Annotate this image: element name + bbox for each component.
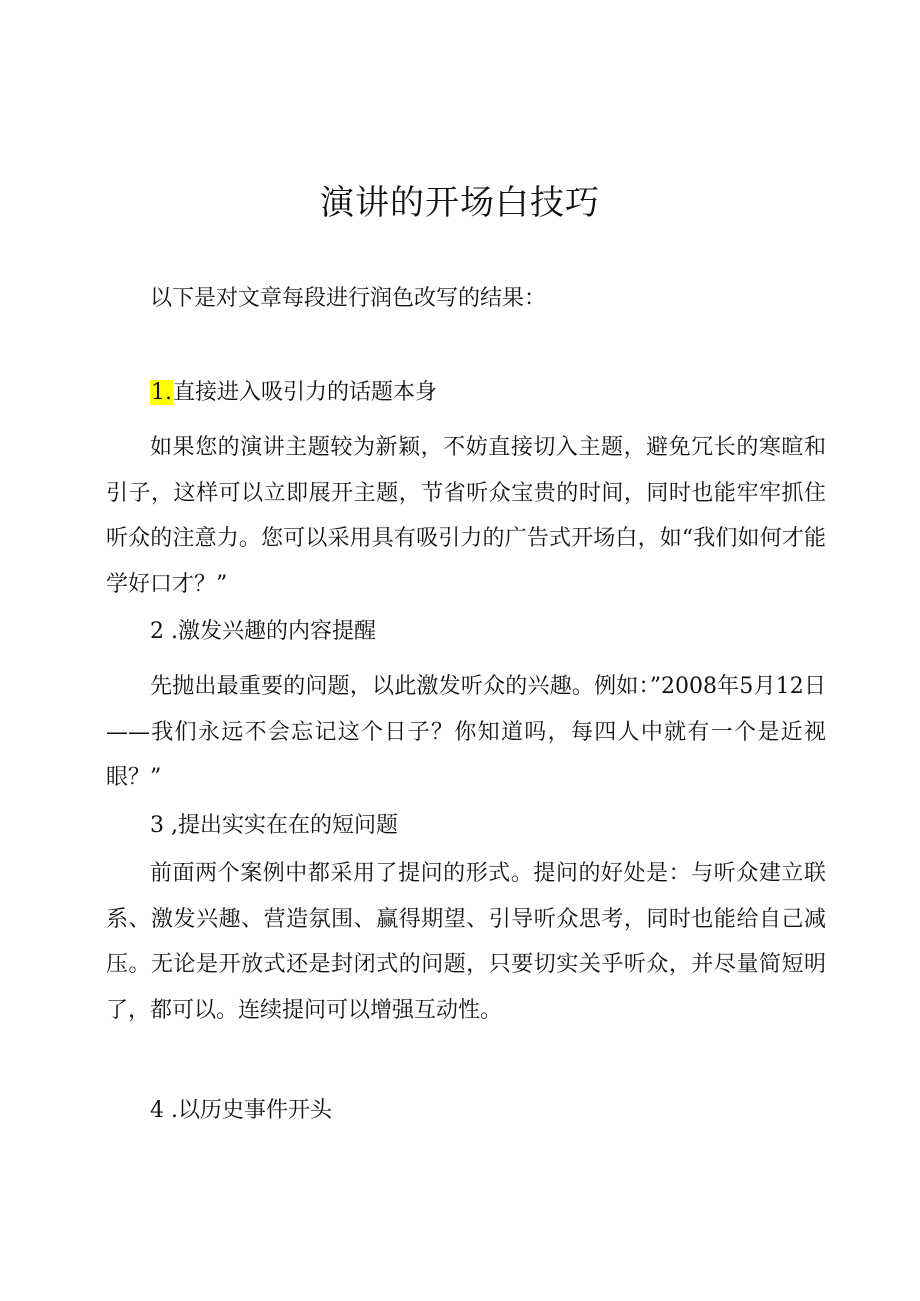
document-title: 演讲的开场白技巧 — [320, 183, 600, 223]
section-2-heading — [150, 616, 376, 648]
intro-text: 以下是对文章每段进行润色改写的结果： — [150, 286, 547, 311]
section-3-body: 前面两个案例中都采用了提问的形式。提问的好处是：与听众建立联系、激发兴趣、营造氛围、赢得期望、引导听众思考，同时也能给自己减压。无论是开放式还是封闭式的问题，只要切实关乎听众，并尽量简短明了，都可以。连续提问可以增强互动性。 — [106, 861, 826, 1023]
section-1-body: 如果您的演讲主题较为新颖，不妨直接切入主题，避免冗长的寒暄和引子，这样可以立即展开主题，节省听众宝贵的时间，同时也能牢牢抓住听众的注意力。您可以采用具有吸引力的广告式开场白，如“我们如何才能学好口才？” — [106, 435, 826, 597]
section-1-heading — [150, 377, 437, 409]
section-4-title: 以历史事件开头 — [177, 1098, 332, 1123]
section-2-number: 2 . — [150, 619, 178, 644]
section-3-title: 提出实实在在的短问题 — [177, 813, 398, 838]
section-3-heading — [150, 810, 398, 842]
section-4-number: 4 . — [150, 1098, 178, 1123]
section-2-title: 激发兴趣的内容提醒 — [177, 619, 376, 644]
section-1-title: 直接进入吸引力的话题本身 — [173, 380, 438, 405]
section-1-number: 1. — [151, 380, 172, 405]
section-4-heading — [150, 1095, 332, 1127]
section-2-body: 先抛出最重要的问题，以此激发听众的兴趣。例如：”2008年5月12日——我们永远不会忘记这个日子？你知道吗，每四人中就有一个是近视眼？” — [106, 674, 826, 790]
section-3-number: 3 , — [150, 813, 178, 838]
